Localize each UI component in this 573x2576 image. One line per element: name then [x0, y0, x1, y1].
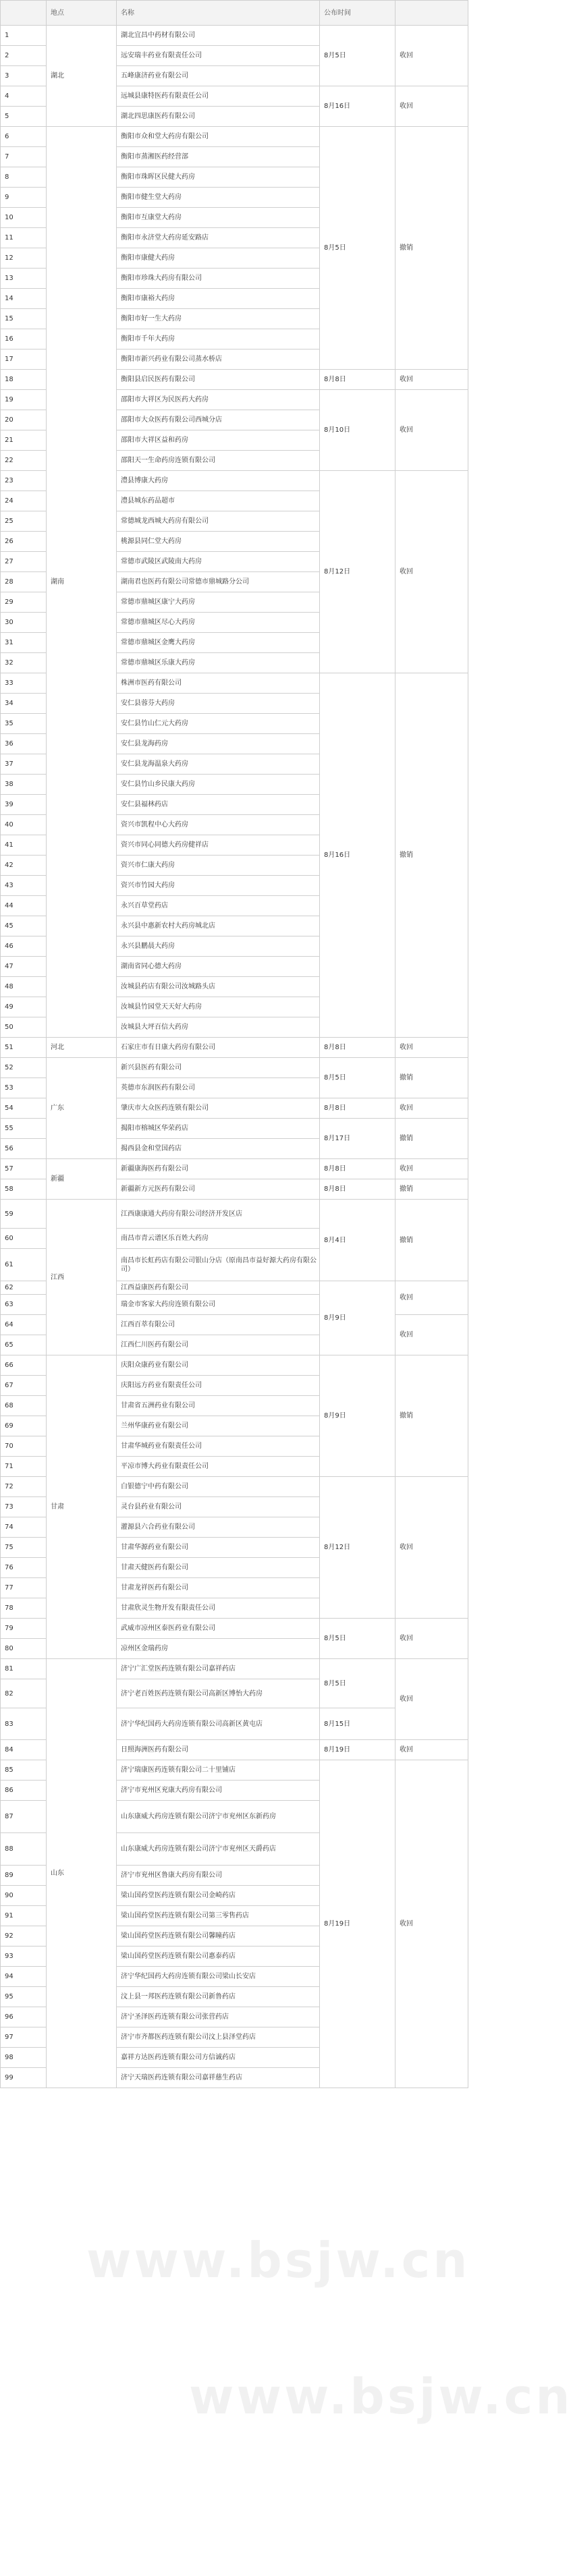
row-index: 20	[1, 410, 47, 430]
company-name: 衡阳县启民医药有限公司	[117, 370, 320, 390]
row-index: 60	[1, 1229, 47, 1249]
table-row	[1, 1200, 468, 1229]
row-index: 8	[1, 167, 47, 188]
row-index: 70	[1, 1436, 47, 1457]
row-index: 74	[1, 1517, 47, 1538]
row-index: 3	[1, 66, 47, 86]
publish-date: 8月12日	[320, 471, 395, 673]
company-name: 湖南君也医药有限公司常德市鼎城路分公司	[117, 572, 320, 592]
row-index: 53	[1, 1078, 47, 1098]
row-index: 77	[1, 1578, 47, 1598]
row-index: 14	[1, 289, 47, 309]
publish-date: 8月4日	[320, 1200, 395, 1281]
company-name: 瑞金市客家大药房连锁有限公司	[117, 1295, 320, 1315]
row-index: 90	[1, 1886, 47, 1906]
action-status: 撤销	[395, 1355, 468, 1477]
action-status: 收回	[395, 86, 468, 127]
action-status: 收回	[395, 1760, 468, 2088]
action-status: 收回	[395, 471, 468, 673]
action-status: 收回	[395, 1281, 468, 1315]
row-index: 55	[1, 1119, 47, 1139]
row-index: 16	[1, 329, 47, 349]
publish-date: 8月5日	[320, 26, 395, 86]
company-name: 新疆新方元医药有限公司	[117, 1179, 320, 1200]
company-name: 平凉市博大药业有限责任公司	[117, 1457, 320, 1477]
row-index: 62	[1, 1281, 47, 1295]
row-index: 87	[1, 1801, 47, 1833]
company-name: 衡阳市康健大药房	[117, 248, 320, 269]
company-name: 邵阳市大众医药有限公司西城分店	[117, 410, 320, 430]
row-index: 29	[1, 592, 47, 613]
header-action	[395, 1, 468, 26]
company-name: 衡阳市永济堂大药房延安路店	[117, 228, 320, 248]
row-index: 18	[1, 370, 47, 390]
publish-date: 8月8日	[320, 1098, 395, 1119]
publish-date: 8月8日	[320, 370, 395, 390]
row-index: 1	[1, 26, 47, 46]
row-index: 45	[1, 916, 47, 936]
company-name: 江西仁川医药有限公司	[117, 1335, 320, 1355]
table-row	[1, 1659, 468, 1679]
company-name: 汝城县大坪百信大药房	[117, 1017, 320, 1038]
action-status: 收回	[395, 1619, 468, 1659]
company-name: 安仁县龙海温泉大药房	[117, 754, 320, 775]
header-date: 公布时间	[320, 1, 395, 26]
row-index: 51	[1, 1038, 47, 1058]
publish-date: 8月19日	[320, 1760, 395, 2088]
row-index: 48	[1, 977, 47, 997]
company-name: 常德市鼎城区康宁大药房	[117, 592, 320, 613]
company-name: 武威市凉州区泰医药业有限公司	[117, 1619, 320, 1639]
location-cell: 湖南	[47, 127, 117, 1038]
company-name: 澧县博康大药房	[117, 471, 320, 491]
company-name: 邵阳市大祥区益和药房	[117, 430, 320, 451]
publish-date: 8月5日	[320, 127, 395, 370]
company-name: 嘉祥方达医药连锁有限公司方信诚药店	[117, 2048, 320, 2068]
location-cell: 湖北	[47, 26, 117, 127]
publish-date: 8月19日	[320, 1740, 395, 1760]
row-index: 12	[1, 248, 47, 269]
company-name: 揭西县金和堂国药店	[117, 1139, 320, 1159]
row-index: 72	[1, 1477, 47, 1497]
company-name: 庆阳远方药业有限责任公司	[117, 1376, 320, 1396]
row-index: 38	[1, 775, 47, 795]
row-index: 13	[1, 269, 47, 289]
publish-date: 8月8日	[320, 1038, 395, 1058]
row-index: 86	[1, 1781, 47, 1801]
table-row	[1, 127, 468, 147]
action-status: 收回	[395, 1315, 468, 1355]
company-name: 远城县康特医药有限责任公司	[117, 86, 320, 107]
company-name: 永兴县中惠新农村大药房城北店	[117, 916, 320, 936]
company-name: 梁山国药堂医药连锁有限公司金崎药店	[117, 1886, 320, 1906]
row-index: 11	[1, 228, 47, 248]
publish-date: 8月5日	[320, 1619, 395, 1659]
table-row	[1, 1159, 468, 1179]
publish-date: 8月15日	[320, 1708, 395, 1740]
location-cell: 新疆	[47, 1159, 117, 1200]
row-index: 81	[1, 1659, 47, 1679]
row-index: 96	[1, 2007, 47, 2027]
company-name: 株洲市医药有限公司	[117, 673, 320, 694]
company-name: 甘肃龙祥医药有限公司	[117, 1578, 320, 1598]
company-name: 汝城县竹园堂天天好大药房	[117, 997, 320, 1017]
company-name: 白银德宁中药有限公司	[117, 1477, 320, 1497]
row-index: 88	[1, 1833, 47, 1866]
row-index: 7	[1, 147, 47, 167]
company-name: 永兴县鹏晨大药房	[117, 936, 320, 957]
row-index: 36	[1, 734, 47, 754]
company-name: 安仁县龙海药房	[117, 734, 320, 754]
row-index: 57	[1, 1159, 47, 1179]
publish-date: 8月12日	[320, 1477, 395, 1619]
row-index: 5	[1, 107, 47, 127]
row-index: 58	[1, 1179, 47, 1200]
company-name: 安仁县福林药店	[117, 795, 320, 815]
company-name: 衡阳市珍珠大药房有限公司	[117, 269, 320, 289]
table-row	[1, 1058, 468, 1078]
company-name: 新兴县医药有限公司	[117, 1058, 320, 1078]
action-status: 收回	[395, 1659, 468, 1740]
action-status: 收回	[395, 1098, 468, 1119]
row-index: 94	[1, 1967, 47, 1987]
row-index: 61	[1, 1249, 47, 1281]
company-name: 衡阳市新兴药业有限公司蒸水桥店	[117, 349, 320, 370]
row-index: 91	[1, 1906, 47, 1926]
action-status: 撤销	[395, 1200, 468, 1281]
company-name: 常德城龙西城大药房有限公司	[117, 511, 320, 532]
publish-date: 8月10日	[320, 390, 395, 471]
action-status: 收回	[395, 370, 468, 390]
company-name: 资兴市仁康大药房	[117, 856, 320, 876]
company-name: 湖南省同心德大药房	[117, 957, 320, 977]
action-status: 撤销	[395, 1119, 468, 1159]
row-index: 92	[1, 1926, 47, 1947]
company-name: 肇庆市大众医药连锁有限公司	[117, 1098, 320, 1119]
row-index: 73	[1, 1497, 47, 1517]
company-name: 常德市鼎城区乐康大药房	[117, 653, 320, 673]
publish-date: 8月8日	[320, 1179, 395, 1200]
row-index: 19	[1, 390, 47, 410]
company-name: 常德市鼎城区尽心大药房	[117, 613, 320, 633]
publish-date: 8月9日	[320, 1281, 395, 1355]
company-name: 湖北宜昌中药材有限公司	[117, 26, 320, 46]
publish-date: 8月16日	[320, 673, 395, 1038]
row-index: 44	[1, 896, 47, 916]
row-index: 76	[1, 1558, 47, 1578]
location-cell: 江西	[47, 1200, 117, 1355]
company-name: 庆阳众康药业有限公司	[117, 1355, 320, 1376]
company-name: 衡阳市众和堂大药房有限公司	[117, 127, 320, 147]
company-name: 资兴市凯程中心大药房	[117, 815, 320, 835]
row-index: 85	[1, 1760, 47, 1781]
table-row	[1, 1355, 468, 1376]
company-name: 甘肃省五洲药业有限公司	[117, 1396, 320, 1416]
row-index: 4	[1, 86, 47, 107]
company-name: 衡阳市蒸湘医药经营部	[117, 147, 320, 167]
company-name: 安仁县竹山仁元大药房	[117, 714, 320, 734]
row-index: 2	[1, 46, 47, 66]
row-index: 93	[1, 1947, 47, 1967]
row-index: 40	[1, 815, 47, 835]
row-index: 43	[1, 876, 47, 896]
table-row	[1, 26, 468, 46]
row-index: 56	[1, 1139, 47, 1159]
publish-date: 8月9日	[320, 1355, 395, 1477]
row-index: 22	[1, 451, 47, 471]
company-name: 衡阳市千年大药房	[117, 329, 320, 349]
company-name: 山东康威大药房连锁有限公司济宁市兖州区东新药房	[117, 1801, 320, 1833]
row-index: 71	[1, 1457, 47, 1477]
location-cell: 甘肃	[47, 1355, 117, 1659]
publish-date: 8月16日	[320, 86, 395, 127]
company-name: 济宁老百姓医药连锁有限公司高新区博怡大药房	[117, 1679, 320, 1708]
company-name: 安仁县竹山乡民康大药房	[117, 775, 320, 795]
row-index: 49	[1, 997, 47, 1017]
company-name: 兰州华康药业有限公司	[117, 1416, 320, 1436]
action-status: 撤销	[395, 1058, 468, 1098]
company-name: 南昌市长虹药店有限公司银山分店（原南昌市益好源大药房有限公司）	[117, 1249, 320, 1281]
company-name: 济宁天瑞医药连锁有限公司嘉祥慈生药店	[117, 2068, 320, 2088]
company-name: 梁山国药堂医药连锁有限公司第三零售药店	[117, 1906, 320, 1926]
row-index: 26	[1, 532, 47, 552]
company-name: 永兴百草堂药店	[117, 896, 320, 916]
publish-date: 8月5日	[320, 1659, 395, 1708]
company-name: 济宁华纪国药大药房连锁有限公司梁山长安店	[117, 1967, 320, 1987]
company-name: 汶上县一邦医药连锁有限公司新鲁药店	[117, 1987, 320, 2007]
row-index: 97	[1, 2027, 47, 2048]
row-index: 30	[1, 613, 47, 633]
row-index: 31	[1, 633, 47, 653]
company-name: 济宁市兖州区鲁康大药房有限公司	[117, 1866, 320, 1886]
row-index: 50	[1, 1017, 47, 1038]
company-name: 甘肃天健医药有限公司	[117, 1558, 320, 1578]
row-index: 54	[1, 1098, 47, 1119]
publish-date: 8月17日	[320, 1119, 395, 1159]
company-name: 新疆康海医药有限公司	[117, 1159, 320, 1179]
row-index: 78	[1, 1598, 47, 1619]
watermark: www.bsjw.cn	[189, 2368, 573, 2425]
company-name: 汝城县药店有限公司汝城路头店	[117, 977, 320, 997]
company-name: 石家庄市有日康大药房有限公司	[117, 1038, 320, 1058]
action-status: 收回	[395, 1740, 468, 1760]
company-name: 英德市东润医药有限公司	[117, 1078, 320, 1098]
company-name: 济宁市兖州区兖康大药房有限公司	[117, 1781, 320, 1801]
row-index: 34	[1, 694, 47, 714]
company-name: 邵阳天一生命药房连锁有限公司	[117, 451, 320, 471]
row-index: 59	[1, 1200, 47, 1229]
row-index: 66	[1, 1355, 47, 1376]
publish-date: 8月8日	[320, 1159, 395, 1179]
company-name: 灵台县药业有限公司	[117, 1497, 320, 1517]
company-name: 济宁瑞康医药连锁有限公司二十里铺店	[117, 1760, 320, 1781]
location-cell: 河北	[47, 1038, 117, 1058]
row-index: 68	[1, 1396, 47, 1416]
company-name: 常德市武陵区武陵南大药房	[117, 552, 320, 572]
company-name: 甘肃欣灵生物开发有限责任公司	[117, 1598, 320, 1619]
company-name: 邵阳市大祥区为民医药大药房	[117, 390, 320, 410]
row-index: 52	[1, 1058, 47, 1078]
company-name: 灌源县六合药业有限公司	[117, 1517, 320, 1538]
row-index: 33	[1, 673, 47, 694]
row-index: 67	[1, 1376, 47, 1396]
company-name: 济宁圣泽医药连锁有限公司张营药店	[117, 2007, 320, 2027]
company-name: 衡阳市互康堂大药房	[117, 208, 320, 228]
row-index: 46	[1, 936, 47, 957]
row-index: 99	[1, 2068, 47, 2088]
company-name: 五峰康济药业有限公司	[117, 66, 320, 86]
header-row	[1, 1, 468, 26]
company-name: 济宁市齐都医药连锁有限公司汶上县泽堂药店	[117, 2027, 320, 2048]
company-name: 衡阳市好一生大药房	[117, 309, 320, 329]
location-cell: 山东	[47, 1659, 117, 2088]
row-index: 28	[1, 572, 47, 592]
header-name: 名称	[117, 1, 320, 26]
row-index: 41	[1, 835, 47, 856]
row-index: 24	[1, 491, 47, 511]
row-index: 35	[1, 714, 47, 734]
row-index: 79	[1, 1619, 47, 1639]
company-name: 凉州区金瑞药房	[117, 1639, 320, 1659]
company-name: 安仁县蓉芬大药房	[117, 694, 320, 714]
action-status: 收回	[395, 390, 468, 471]
action-status: 收回	[395, 1477, 468, 1619]
action-status: 收回	[395, 26, 468, 86]
action-status: 撤销	[395, 1179, 468, 1200]
row-index: 69	[1, 1416, 47, 1436]
row-index: 9	[1, 188, 47, 208]
row-index: 15	[1, 309, 47, 329]
row-index: 80	[1, 1639, 47, 1659]
row-index: 6	[1, 127, 47, 147]
company-name: 湖北四思康医药有限公司	[117, 107, 320, 127]
row-index: 37	[1, 754, 47, 775]
row-index: 47	[1, 957, 47, 977]
company-name: 桃源县同仁堂大药房	[117, 532, 320, 552]
action-status: 撤销	[395, 127, 468, 370]
row-index: 95	[1, 1987, 47, 2007]
company-name: 江西康康通大药房有限公司经济开发区店	[117, 1200, 320, 1229]
header-index	[1, 1, 47, 26]
company-name: 济宁广汇堂医药连锁有限公司嘉祥药店	[117, 1659, 320, 1679]
row-index: 82	[1, 1679, 47, 1708]
row-index: 10	[1, 208, 47, 228]
publish-date: 8月5日	[320, 1058, 395, 1098]
company-name: 甘肃华城药业有限责任公司	[117, 1436, 320, 1457]
table-row	[1, 1038, 468, 1058]
action-status: 撤销	[395, 673, 468, 1038]
company-name: 日照海洲医药有限公司	[117, 1740, 320, 1760]
row-index: 21	[1, 430, 47, 451]
company-name: 常德市鼎城区金鹰大药房	[117, 633, 320, 653]
company-name: 澧县城东药品超市	[117, 491, 320, 511]
row-index: 89	[1, 1866, 47, 1886]
company-name: 山东康威大药房连锁有限公司济宁市兖州区天爵药店	[117, 1833, 320, 1866]
row-index: 32	[1, 653, 47, 673]
company-name: 资兴市同心同德大药房健祥店	[117, 835, 320, 856]
row-index: 64	[1, 1315, 47, 1335]
row-index: 65	[1, 1335, 47, 1355]
row-index: 27	[1, 552, 47, 572]
row-index: 83	[1, 1708, 47, 1740]
action-status: 收回	[395, 1038, 468, 1058]
row-index: 39	[1, 795, 47, 815]
row-index: 84	[1, 1740, 47, 1760]
company-name: 衡阳市健生堂大药房	[117, 188, 320, 208]
row-index: 23	[1, 471, 47, 491]
company-name: 衡阳市珠晖区民健大药房	[117, 167, 320, 188]
row-index: 63	[1, 1295, 47, 1315]
company-name: 济宁华纪国药大药房连锁有限公司高新区黄屯店	[117, 1708, 320, 1740]
row-index: 17	[1, 349, 47, 370]
action-status: 收回	[395, 1159, 468, 1179]
company-name: 南昌市青云谱区乐百姓大药房	[117, 1229, 320, 1249]
company-name: 梁山国药堂医药连锁有限公司馨瞳药店	[117, 1926, 320, 1947]
company-name: 江西益康医药有限公司	[117, 1281, 320, 1295]
company-name: 梁山国药堂医药连锁有限公司惠泰药店	[117, 1947, 320, 1967]
company-name: 衡阳市康裕大药房	[117, 289, 320, 309]
company-name: 江西百萃有限公司	[117, 1315, 320, 1335]
row-index: 75	[1, 1538, 47, 1558]
company-name: 资兴市竹园大药房	[117, 876, 320, 896]
location-cell: 广东	[47, 1058, 117, 1159]
row-index: 42	[1, 856, 47, 876]
watermark: www.bsjw.cn	[86, 2232, 470, 2289]
header-location: 地点	[47, 1, 117, 26]
row-index: 25	[1, 511, 47, 532]
company-name: 揭阳市榕城区华荣药店	[117, 1119, 320, 1139]
company-name: 远安瑞丰药业有限责任公司	[117, 46, 320, 66]
row-index: 98	[1, 2048, 47, 2068]
company-name: 甘肃华源药业有限公司	[117, 1538, 320, 1558]
